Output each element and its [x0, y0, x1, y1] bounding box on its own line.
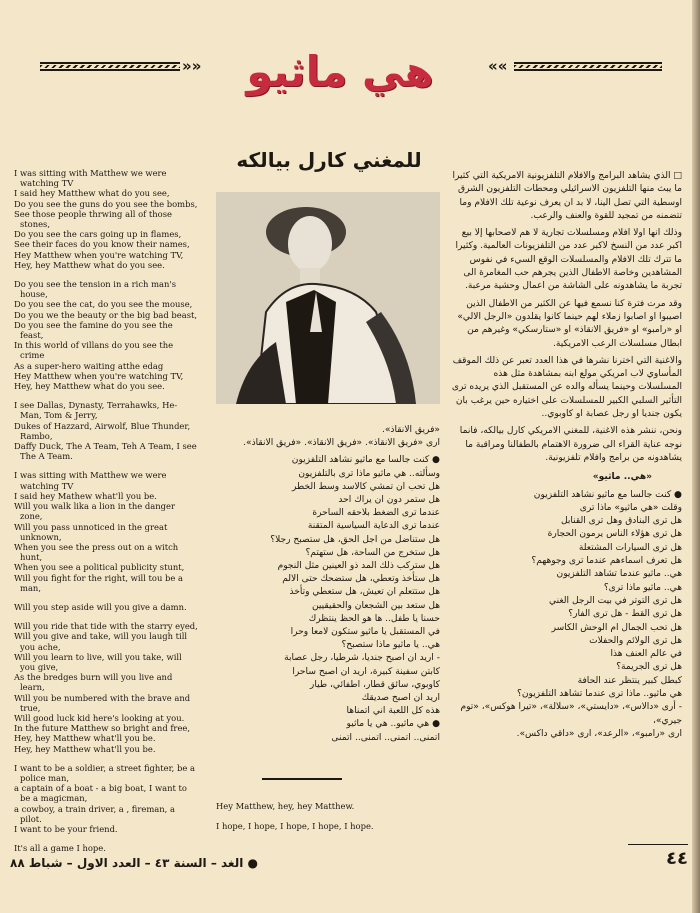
- arabic-line: ● كنت جالسا مع ماثيو نشاهد التلفزيون: [533, 489, 682, 500]
- arabic-line: اريد ان اصبح صديقك: [361, 693, 440, 704]
- arabic-line: هي ماثيو.. ماذا ترى عندما تشاهد التلفزيون؟: [517, 688, 682, 699]
- arabic-line: هي.. يا ماثيو ماذا ستصبح؟: [341, 640, 440, 651]
- issue-footer: ● الغد – السنة ٤٣ – العدد الاول – شباط ٨٨: [10, 856, 258, 870]
- intro-paragraph: وقد مرت فترة كنا نسمع فيها عن الكثير من الاطفال الذين اصيبوا او اصابوا زملاء لهم حينما كانوا يقلدون «الرجل الالي» او «رامبو» او «فريق الانقاذ» او «ستارسكي» وغيرهم من ابطال مسلسلات الرعب الامريكية.: [457, 298, 682, 349]
- arabic-line: ارى «رامبو»، «الرعد»، ارى «داقي داكس».: [516, 728, 682, 739]
- song-subtitle: للمغني كارل بيالكه: [236, 148, 422, 172]
- lyric-line: Will you fight for the right, will tou be a man,: [14, 572, 183, 593]
- arabic-line: هل ستعد بين الشجعان والحقيقيين: [312, 600, 440, 611]
- arabic-line: «فريق الانقاذ».: [381, 425, 440, 435]
- arabic-line: هل ترى الجريمة؟: [616, 662, 682, 673]
- arabic-line: هل تحب الجمال ام الوحش الكاسر: [551, 622, 682, 633]
- arabic-line: - اريد ان اصبح جنديا، شرطيا، رجل عصابة: [284, 653, 440, 664]
- chevron-left-icon: »»: [182, 57, 202, 75]
- arabic-line: حسنا يا طفل.. ها هو الحظ ينتظرك: [308, 613, 440, 624]
- arabic-line: هل ستتعلم ان تعيش، هل ستعطي وتأخذ: [289, 587, 440, 598]
- lyric-line: In the future Matthew so bright and free,: [14, 723, 191, 734]
- lyric-line: Hey Matthew, hey, hey Matthew.: [216, 801, 355, 811]
- lyric-line: Do you see the cat, do you see the mouse,: [14, 299, 193, 310]
- lyric-line: I said hey Mathew what'll you be.: [14, 490, 157, 501]
- page-number: ٤٤: [620, 848, 688, 869]
- right-arabic-column: [450, 170, 682, 741]
- lyric-line: a captain of a boat - a big boat, I want to be a magicman,: [14, 783, 187, 804]
- header-rule-left: [40, 62, 180, 71]
- lyric-line: Do you see the cars going up in flames,: [14, 229, 182, 240]
- lyric-line: I was sitting with Matthew we were watching TV: [14, 470, 167, 491]
- lyric-line: I want to be your friend.: [14, 823, 118, 834]
- lyric-line: See their faces do you know their names,: [14, 239, 190, 250]
- arabic-line: ● كنت جالسا مع ماثيو نشاهد التلفزيون: [291, 455, 440, 466]
- arabic-line: - أرى «دالاس»، «دايستي»، «سلالة»، «تيرا هوكس»، «توم جيري»،: [460, 702, 682, 726]
- lyric-line: I was sitting with Matthew we were watching TV: [14, 168, 167, 189]
- lyric-line: Will you learn to live, will you take, will you give,: [14, 651, 182, 672]
- arabic-line: هل تعرف اسماءهم عندما ترى وجوههم؟: [531, 556, 682, 567]
- lyric-line: Will you ride that tide with the starry eyed,: [14, 621, 198, 632]
- header-rule-right: [514, 62, 662, 71]
- lyric-line: In this world of villans do you see the crime: [14, 340, 174, 361]
- arabic-line: هل ستركب ذلك المد ذو العينين مثل النجوم: [277, 561, 440, 572]
- page-title: هي ماثيو: [246, 47, 434, 96]
- intro-paragraph: ونحن، ننشر هذه الاغنية، للمغني الامريكي كارل بيالكه، فانما نوجه عناية القراء الى ضرورة الاهتمام بالطفالنا ومراقبة ما يشاهدونه من برامج وافلام تلفزيونية.: [459, 426, 682, 463]
- arabic-line: في عالم العنف هذا: [610, 649, 682, 660]
- lyric-line: Will you pass unnoticed in the great unknown,: [14, 521, 168, 542]
- arabic-line: هل ترى هؤلاء الناس يرمون الحجارة: [547, 529, 682, 540]
- lyric-line: Hey Matthew when you're watching TV,: [14, 370, 184, 381]
- lyric-line: As the bredges burn will you live and learn,: [14, 672, 173, 693]
- lyric-line: When you see the press out on a witch hunt,: [14, 541, 179, 563]
- arabic-line: ● هي ماثيو.. هي يا ماثيو: [346, 719, 440, 730]
- arabic-line: هل ستمر دون ان يراك احد: [338, 495, 440, 506]
- lyric-line: Hey, hey Matthew what'll you be.: [14, 743, 156, 754]
- singer-photo: [216, 192, 440, 404]
- arabic-line: كاوبوي، سائق قطار، اطفائي، طيار: [309, 679, 440, 690]
- lyric-line: When you see a political publicity stunt,: [14, 562, 185, 573]
- intro-paragraph: والاغنية التي اخترنا نشرها في هذا العدد تعبر عن ذلك الموقف المأساوي لاب امريكي مولع ابنه بمشاهدة مثل هذه المسلسلات وحينما يسأله والده عن المستقبل الذي يريده ترى التأثير السلبي الكبير للمسلسلات على اختياره حين يرغب بان يكون جنديا او رجل عصابة او كاوبوي..: [451, 355, 682, 420]
- intro-paragraph: وذلك انها اولا افلام ومسلسلات تجارية لا هم لاصحابها إلا بيع اكبر عدد من النسخ لاكبر عدد من التلفزيونات العالمية. وكثيرا ما تترك تلك الافلام والمسلسلات الوقع السيء في نفوس المشاهدين وخاصة الاطفال الذين يجرهم حب المغامرة الى تجربة ما يشاهدونه على الشاشة من اعمال وحشية مرعبة.: [455, 228, 682, 292]
- arabic-line: هل تحب ان تمشي كالاسد وسط الخطر: [291, 481, 440, 492]
- lyric-line: Hey Matthew when you're watching TV,: [14, 249, 184, 260]
- chevron-right-icon: ««: [488, 57, 508, 75]
- lyric-line: Will you walk lika a lion in the danger zone,: [14, 501, 175, 522]
- arabic-line: هل ترى السيارات المشتعلة: [578, 542, 682, 553]
- arabic-line: هل ستأخذ وتعطي، هل ستضحك حتى الالم: [282, 574, 440, 585]
- lyric-line: Do you see the guns do you see the bombs,: [14, 198, 198, 209]
- arabic-line: كابتن سفينة كبيرة، اريد ان اصبح ساحرا: [292, 666, 440, 677]
- arabic-line: هل ستخرج من الساحة، هل ستهتم؟: [305, 547, 440, 558]
- lyric-line: Dukes of Hazzard, Airwolf, Blue Thunder, Rambo,: [14, 420, 191, 441]
- lyric-line: Do you see the famine do you see the feast,: [14, 319, 173, 341]
- arabic-line: عندما ترى الدعاية السياسية المتقنة: [307, 521, 440, 532]
- english-lyrics-column: [14, 168, 198, 853]
- lyric-line: I hope, I hope, I hope, I hope, I hope.: [216, 821, 374, 831]
- song-heading: «هي.. ماثيو»: [592, 472, 652, 483]
- lyric-line: Hey, hey Matthew what do you see.: [14, 381, 165, 392]
- page-edge: [692, 0, 700, 913]
- arabic-line: وقلت «هي ماثيو» ماذا ترى: [579, 502, 682, 513]
- middle-arabic-column: [216, 424, 440, 745]
- lyric-line: As a super-hero waiting atthe edag: [14, 360, 164, 371]
- arabic-line: هل ترى البنادق وهل ترى القنابل: [560, 516, 682, 527]
- arabic-line: في المستقبل يا ماثيو ستكون لامعا وحرا: [290, 627, 440, 638]
- arabic-line: ارى «فريق الانقاذ». «فريق الانقاذ». «فريق الانقاذ».: [243, 438, 440, 449]
- lyric-line: Will you step aside will you give a damn.: [14, 601, 187, 612]
- lyric-line: Will you be numbered with the brave and true,: [14, 692, 191, 713]
- lyric-line: Do you see the tension in a rich man's house,: [14, 279, 177, 300]
- divider: [262, 778, 342, 780]
- arabic-line: هل ترى الولائم والحفلات: [589, 635, 682, 646]
- lyric-line: See those people thrwing all of those stones,: [14, 208, 172, 230]
- arabic-line: هي.. ماثيو ماذا ترى؟: [603, 582, 682, 593]
- arabic-line: هل ستناضل من اجل الحق، هل ستصبح رجلا؟: [270, 534, 440, 545]
- intro-paragraph: □ الذي يشاهد البرامج والافلام التلفزيونية الامريكية التي كثيرا ما يبث منها التلفزيون الاسرائيلي ومحطات التلفزيون الشرق اوسطية التي تصل الينا، لا بد ان يعرف نوعية تلك الافلام وما تتضمنه من تمجيد للقوة والعنف والرعب.: [452, 171, 682, 221]
- arabic-line: كبطل كبير ينتظر عند الحافة: [577, 675, 682, 686]
- lyric-line: Do you we the beauty or the big bad beast,: [14, 309, 198, 320]
- singer-portrait-icon: [216, 192, 440, 404]
- arabic-line: وسألته.. هي ماثيو ماذا ترى بالتلفزيون: [298, 468, 440, 479]
- lyric-line: a cowboy, a train driver, a , fireman, a pilot.: [14, 803, 175, 824]
- lyric-line: Will good luck kid here's looking at you.: [14, 712, 185, 723]
- middle-english-lines: [216, 800, 444, 832]
- arabic-line: هذه كل اللعبة اني اتمناها: [346, 706, 440, 717]
- lyric-line: Hey, hey Matthew what do you see.: [14, 259, 165, 270]
- arabic-line: هل ترى القط - هل ترى الفار؟: [568, 609, 682, 620]
- lyric-line: Hey, hey Matthew what'll you be.: [14, 733, 156, 744]
- arabic-line: هي.. ماثيو عندما تشاهد التلفزيون: [556, 569, 682, 580]
- lyric-line: Daffy Duck, The A Team, Teh A Team, I see The A Team.: [14, 441, 197, 462]
- arabic-line: عندما ترى الضغط بلاحقه الساحرة: [312, 508, 440, 519]
- lyric-line: I said hey Matthew what do you see,: [14, 188, 170, 199]
- lyric-line: It's all a game I hope.: [14, 843, 106, 854]
- arabic-line: اتمنى.. اتمنى.. اتمنى.. اتمنى: [331, 732, 440, 743]
- lyric-line: I want to be a soldier, a street fighter, be a police man,: [14, 762, 195, 783]
- arabic-line: هل ترى التوتر في بيت الرجل الغني: [549, 595, 682, 606]
- lyric-line: I see Dallas, Dynasty, Terrahawks, He-Man, Tom & Jerry,: [14, 400, 178, 421]
- lyric-line: Will you give and take, will you laugh till you ache,: [14, 631, 188, 652]
